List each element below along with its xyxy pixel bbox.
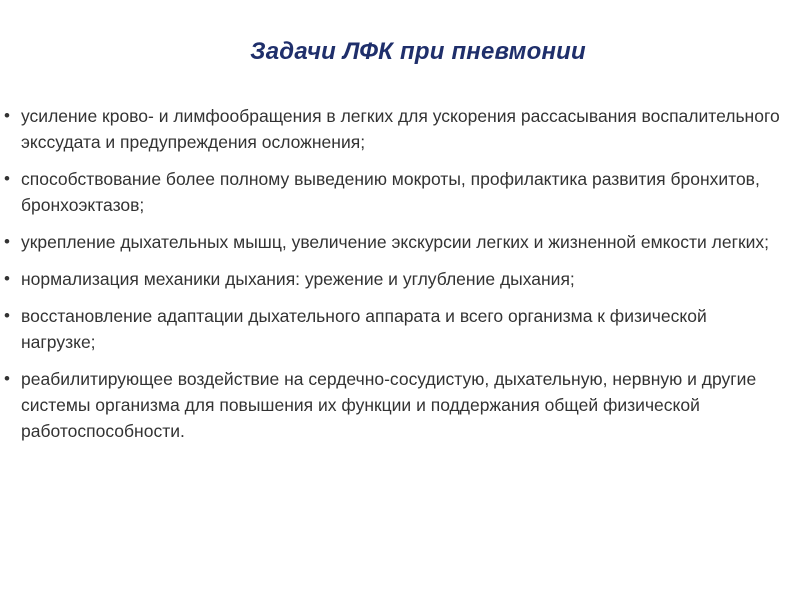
list-item-text: способствование более полному выведению мокроты, профилактика развития бронхитов, бронхоэктазов; [21, 169, 760, 215]
slide-title: Задачи ЛФК при пневмонии [250, 38, 586, 65]
list-item-text: укрепление дыхательных мышц, увеличение экскурсии легких и жизненной емкости легких; [21, 232, 770, 252]
task-list [0, 103, 780, 455]
list-item [0, 103, 780, 155]
bullet-icon: • [4, 169, 10, 188]
bullet-icon: • [4, 232, 10, 251]
list-item-text: восстановление адаптации дыхательного аппарата и всего организма к физической нагрузке; [21, 306, 707, 352]
bullet-icon: • [4, 269, 10, 288]
list-item [0, 229, 780, 255]
list-item-text: реабилитирующее воздействие на сердечно-сосудистую, дыхательную, нервную и другие системы организма для повышения их функции и поддержания общей физической работоспособности. [21, 369, 757, 441]
list-item-text: усиление крово- и лимфообращения в легких для ускорения рассасывания воспалительного экссудата и предупреждения осложнения; [21, 106, 780, 152]
bullet-icon: • [4, 306, 10, 325]
list-item [0, 166, 780, 218]
bullet-icon: • [4, 106, 10, 125]
list-item [0, 303, 780, 355]
list-item [0, 266, 780, 292]
list-item [0, 366, 780, 444]
list-item-text: нормализация механики дыхания: урежение и углубление дыхания; [21, 269, 575, 289]
bullet-icon: • [4, 369, 10, 388]
